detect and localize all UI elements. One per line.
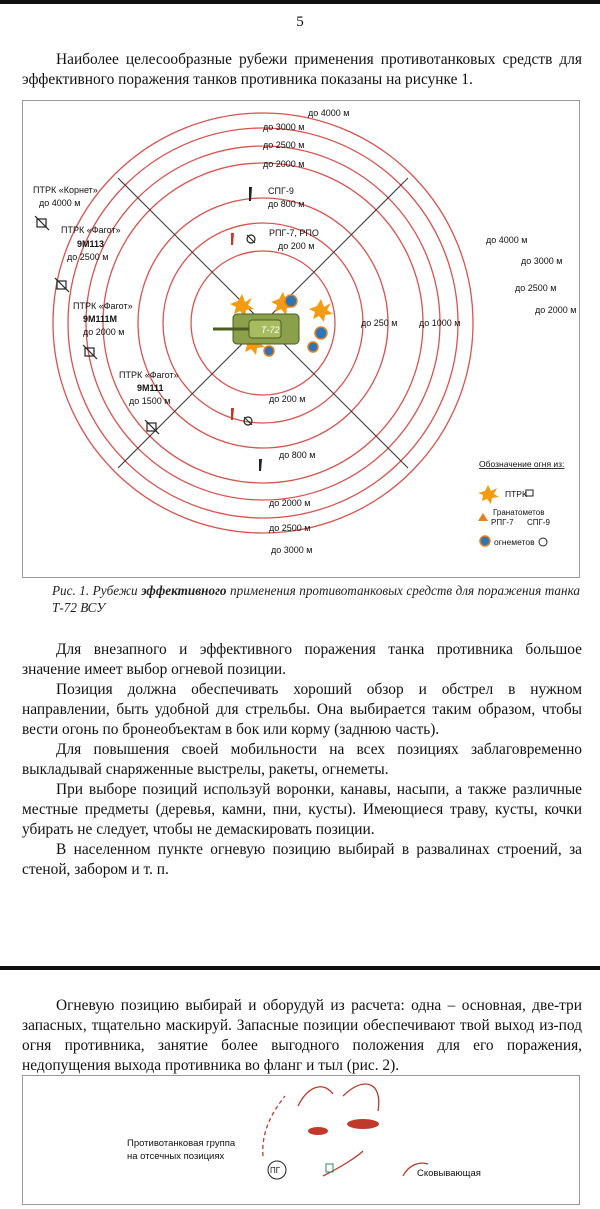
explosion-icon bbox=[309, 299, 333, 322]
movement-arrows bbox=[263, 1084, 428, 1176]
top-rule bbox=[0, 0, 600, 4]
legend bbox=[478, 459, 564, 547]
caption-bold: эффективного bbox=[141, 583, 227, 598]
legend-spg: СПГ-9 bbox=[527, 518, 550, 527]
body-paragraph-1: Для внезапного и эффективного поражения танка противника большое значение имеет выбор огневой позиции. bbox=[22, 641, 582, 678]
legend-title: Обозначение огня из: bbox=[479, 459, 565, 469]
figure-1 bbox=[22, 100, 580, 578]
label-spg9: СПГ-9 bbox=[268, 186, 294, 196]
group-label-1: Противотанковая группа bbox=[127, 1138, 236, 1149]
flame-icon bbox=[315, 327, 327, 339]
body-paragraph-5: В населенном пункте огневую позицию выбирай в развалинах строений, за стеной, забором и т. п. bbox=[22, 841, 582, 878]
tank-label: Т-72 bbox=[261, 325, 280, 335]
label-spg9-range: до 800 м bbox=[268, 199, 305, 209]
rpg-icon bbox=[231, 233, 234, 245]
range-diagram bbox=[23, 101, 579, 577]
intro-paragraph: Наиболее целесообразные рубежи применения противотанковых средств для эффективного поражения танков противника показаны на рисунке 1. bbox=[22, 51, 582, 88]
label-rpg: РПГ-7, РПО bbox=[269, 228, 319, 238]
label-bottom-2000: до 2000 м bbox=[269, 498, 311, 508]
fagot1-range: до 2500 м bbox=[67, 252, 109, 262]
label-right-4000: до 4000 м bbox=[486, 235, 528, 245]
legend-grenade-title: Гранатометов bbox=[493, 508, 545, 517]
enemy-tank-icon bbox=[347, 1119, 379, 1129]
fagot2-name: ПТРК «Фагот» bbox=[73, 301, 133, 311]
caption-suffix: применения противотанковых средств для поражения танка Т-72 ВСУ bbox=[52, 583, 581, 615]
caption-prefix: Рис. 1. Рубежи bbox=[52, 583, 142, 598]
label-top-2500: до 2500 м bbox=[263, 140, 305, 150]
arrow-path bbox=[263, 1096, 285, 1156]
legend-ptrk: ПТРК bbox=[505, 489, 527, 499]
top-ring-labels bbox=[263, 108, 349, 251]
label-top-4000: до 4000 м bbox=[308, 108, 350, 118]
label-rpg-range: до 200 м bbox=[278, 241, 315, 251]
label-1000: до 1000 м bbox=[419, 318, 461, 328]
fagot3-model: 9М111 bbox=[137, 383, 164, 393]
enemy-tank-icon bbox=[308, 1127, 328, 1135]
legend-flame-icon bbox=[480, 536, 490, 546]
fagot3-name: ПТРК «Фагот» bbox=[119, 370, 179, 380]
page2-paragraph: Огневую позицию выбирай и оборудуй из расчета: одна – основная, две-три запасных, тщательно маскируй. Запасные позиции обеспечивают твой выход из-под огня противника, занятие более выгодного положения для его поражения, недопущения выхода противника во фланг и тыл (рис. 2). bbox=[22, 997, 582, 1074]
atgm-icon bbox=[35, 216, 49, 230]
group-label-2: на отсечных позициях bbox=[127, 1151, 225, 1162]
fagot1-model: 9М113 bbox=[77, 239, 105, 249]
label-bottom-3000: до 3000 м bbox=[271, 545, 313, 555]
fagot2-range: до 2000 м bbox=[83, 327, 125, 337]
legend-atgm-icon bbox=[526, 490, 533, 496]
figure-2 bbox=[22, 1075, 580, 1205]
pg-label: ПГ bbox=[270, 1166, 281, 1175]
flame-icon bbox=[285, 295, 297, 307]
body-paragraph-2: Позиция должна обеспечивать хороший обзор и обстрел в нужном направлении, быть удобной для стрельбы. Она выбирается таким образом, чтобы вести огонь по бронеобъектам в бок или корму (заднюю часть). bbox=[22, 681, 582, 738]
spg9-icon-bottom bbox=[259, 459, 262, 471]
page-break-rule bbox=[0, 966, 600, 970]
flame-icon bbox=[264, 346, 274, 356]
arrow-path bbox=[298, 1087, 333, 1106]
fagot1-name: ПТРК «Фагот» bbox=[61, 225, 121, 235]
arrow-path bbox=[343, 1084, 379, 1111]
atgm-icon bbox=[145, 420, 159, 434]
label-top-3000: до 3000 м bbox=[263, 122, 305, 132]
legend-explosion-icon bbox=[478, 485, 499, 504]
atgm-icon bbox=[55, 278, 69, 292]
tank-target bbox=[213, 292, 333, 356]
body-paragraph-4: При выборе позиций используй воронки, канавы, насыпи, а также различные местные предметы (деревья, камни, пни, кусты). Имеющиеся траву, кусты, кочки убирать не следует, чтобы не демаскировать позиции. bbox=[22, 781, 582, 838]
kornet-name: ПТРК «Корнет» bbox=[33, 185, 98, 195]
label-below-200: до 200 м bbox=[269, 394, 306, 404]
label-right-2500: до 2500 м bbox=[515, 283, 557, 293]
figure-1-caption bbox=[52, 582, 580, 616]
body-paragraph-3: Для повышения своей мобильности на всех позициях заблаговременно выкладывай снаряженные выстрелы, ракеты, огнеметы. bbox=[22, 741, 582, 778]
label-bottom-2500: до 2500 м bbox=[269, 523, 311, 533]
fagot3-range: до 1500 м bbox=[129, 396, 171, 406]
fagot2-model: 9М111М bbox=[83, 314, 118, 324]
right-label: Сковывающая bbox=[417, 1168, 481, 1179]
positions-diagram bbox=[23, 1076, 579, 1204]
kornet-range: до 4000 м bbox=[39, 198, 81, 208]
legend-rpg: РПГ-7 bbox=[491, 518, 514, 527]
label-right-2000: до 2000 м bbox=[535, 305, 577, 315]
label-right-3000: до 3000 м bbox=[521, 256, 563, 266]
flamethrower-icon bbox=[247, 235, 255, 243]
label-top-2000: до 2000 м bbox=[263, 159, 305, 169]
flame-icon bbox=[308, 342, 318, 352]
label-bottom-800: до 800 м bbox=[279, 450, 316, 460]
atgm-icon bbox=[83, 345, 97, 359]
tank-markers bbox=[308, 1119, 379, 1135]
legend-flame: огнеметов bbox=[494, 537, 535, 547]
label-250: до 250 м bbox=[361, 318, 398, 328]
page-number: 5 bbox=[296, 14, 304, 30]
legend-flamethrower-icon bbox=[539, 538, 547, 546]
legend-grenade-flash-icon bbox=[478, 513, 488, 521]
